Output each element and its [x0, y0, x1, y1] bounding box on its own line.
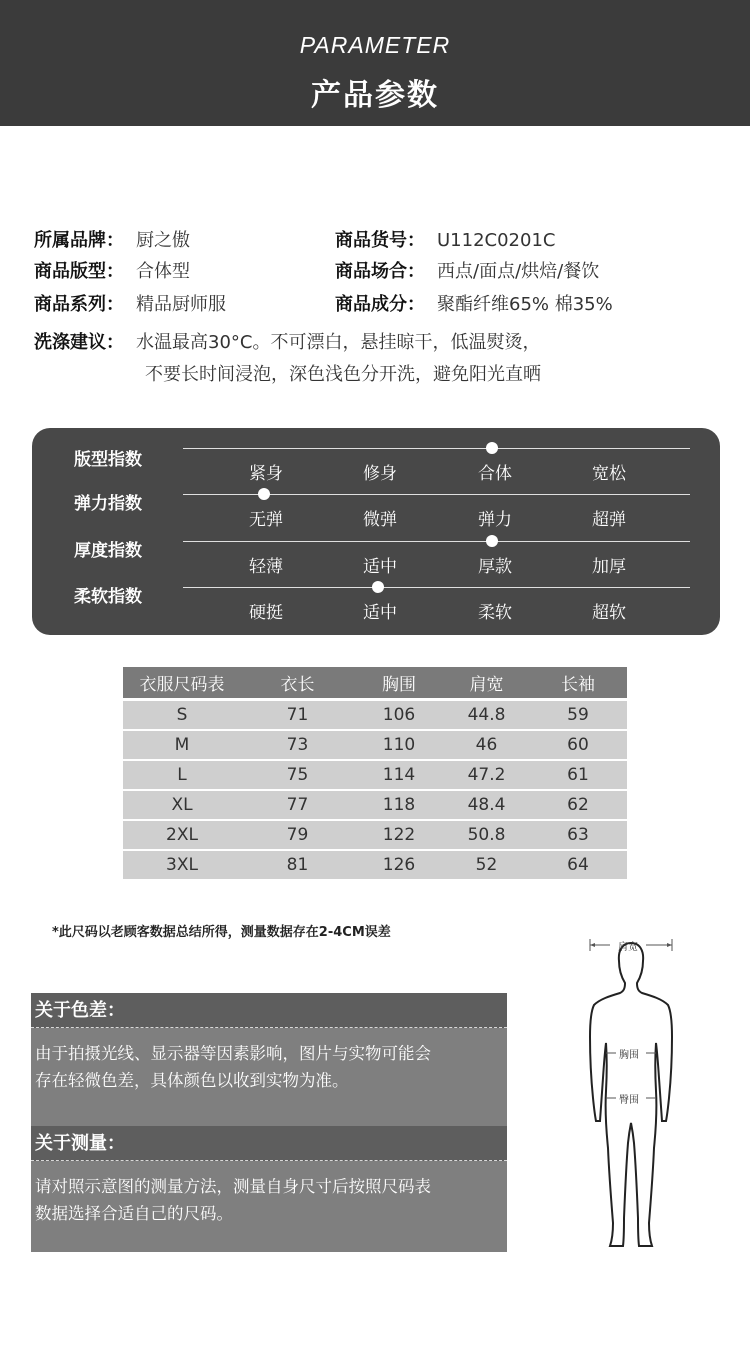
param-occasion-value: 西点/面点/烘焙/餐饮: [437, 261, 600, 282]
size-header-cell: 长袖: [561, 675, 595, 695]
index-option: 轻薄: [249, 557, 283, 577]
size-header-cell: 肩宽: [469, 675, 504, 695]
size-cell: 126: [382, 855, 416, 875]
size-cell: 3XL: [166, 855, 198, 875]
param-fit: [34, 257, 190, 283]
size-table: [123, 667, 627, 881]
param-wash-line1: 水温最高30°C。不可漂白，悬挂晾干，低温熨烫，: [136, 332, 541, 353]
measure-line1: 请对照示意图的测量方法，测量自身尺寸后按照尺码表: [35, 1177, 431, 1196]
index-title-elastic: 弹力指数: [74, 494, 142, 514]
size-cell: 47.2: [467, 765, 506, 785]
size-cell: 122: [382, 825, 416, 845]
size-cell: XL: [171, 795, 193, 815]
param-brand-value: 厨之傲: [136, 230, 190, 251]
index-panel: [32, 428, 720, 635]
measure-body: [31, 1161, 507, 1227]
color-diff-line2: 存在轻微色差，具体颜色以收到实物为准。: [35, 1071, 349, 1090]
measure-title: 关于测量：: [31, 1126, 507, 1161]
param-occasion: [335, 257, 599, 283]
table-row: [123, 791, 627, 819]
index-option: 无弹: [249, 510, 283, 530]
index-option: 合体: [478, 464, 512, 484]
size-header-cell: 衣服尺码表: [139, 675, 225, 695]
param-material-value: 聚酯纤维65% 棉35%: [437, 294, 613, 315]
size-cell: 73: [286, 735, 309, 755]
size-cell: 62: [567, 795, 589, 815]
param-material: [335, 290, 613, 316]
size-cell: 77: [286, 795, 309, 815]
size-cell: 46: [475, 735, 498, 755]
param-item-no-value: U112C0201C: [437, 230, 556, 251]
table-row: [123, 821, 627, 849]
size-cell: 2XL: [166, 825, 198, 845]
size-cell: 114: [382, 765, 416, 785]
size-cell: 106: [382, 705, 416, 725]
size-cell: 63: [567, 825, 589, 845]
size-cell: L: [177, 765, 187, 785]
size-cell: 50.8: [467, 825, 506, 845]
index-marker-softness: [372, 581, 384, 593]
param-item-no-label: 商品货号：: [335, 230, 425, 251]
size-cell: 60: [567, 735, 589, 755]
param-wash-line2: 不要长时间浸泡，深色浅色分开洗，避免阳光直晒: [145, 364, 541, 385]
index-option: 硬挺: [249, 603, 283, 623]
param-wash: [34, 328, 540, 354]
index-marker-elastic: [258, 488, 270, 500]
index-option: 厚款: [478, 557, 512, 577]
size-cell: 48.4: [467, 795, 506, 815]
size-cell: S: [176, 705, 188, 725]
header-title-cn: 产品参数: [311, 78, 439, 113]
size-cell: 79: [286, 825, 309, 845]
index-option: 超软: [592, 603, 626, 623]
table-row: [123, 761, 627, 789]
index-option: 微弹: [363, 510, 397, 530]
param-brand-label: 所属品牌：: [34, 230, 124, 251]
param-fit-value: 合体型: [136, 261, 190, 282]
color-diff-body: [31, 1028, 507, 1094]
index-option: 宽松: [592, 464, 626, 484]
param-item-no: [335, 226, 555, 252]
param-fit-label: 商品版型：: [34, 261, 124, 282]
measure-line2: 数据选择合适自己的尺码。: [35, 1204, 233, 1223]
index-option: 柔软: [478, 603, 512, 623]
size-header-cell: 胸围: [382, 675, 416, 695]
size-cell: 75: [286, 765, 309, 785]
size-cell: 59: [567, 705, 589, 725]
header-banner: [0, 0, 750, 126]
index-marker-fit: [486, 442, 498, 454]
param-wash-label: 洗涤建议：: [34, 332, 124, 353]
index-option: 弹力: [478, 510, 512, 530]
param-series-label: 商品系列：: [34, 294, 124, 315]
color-diff-box: [31, 993, 507, 1126]
table-row: [123, 701, 627, 729]
size-cell: 61: [567, 765, 589, 785]
index-title-fit: 版型指数: [74, 450, 142, 470]
chest-label: 胸围: [619, 1050, 639, 1061]
hip-label: 臀围: [619, 1095, 639, 1106]
index-line-thickness: [183, 541, 690, 542]
index-marker-thickness: [486, 535, 498, 547]
index-option: 超弹: [592, 510, 626, 530]
size-header-cell: 衣长: [280, 675, 315, 695]
param-material-label: 商品成分：: [335, 294, 425, 315]
size-cell: 71: [286, 705, 309, 725]
body-figure: [582, 933, 692, 1255]
size-table-header: [123, 667, 627, 698]
param-series-value: 精品厨师服: [136, 294, 226, 315]
index-line-fit: [183, 448, 690, 449]
param-brand: [34, 226, 190, 252]
index-option: 加厚: [592, 557, 626, 577]
size-cell: 52: [475, 855, 498, 875]
index-title-softness: 柔软指数: [74, 587, 142, 607]
color-diff-title: 关于色差：: [31, 993, 507, 1028]
size-cell: 44.8: [467, 705, 506, 725]
index-line-softness: [183, 587, 690, 588]
size-cell: M: [174, 735, 190, 755]
param-series: [34, 290, 226, 316]
index-option: 适中: [363, 603, 397, 623]
header-title-en: PARAMETER: [299, 32, 451, 58]
size-cell: 118: [382, 795, 416, 815]
size-note: *此尺码以老顾客数据总结所得，测量数据存在2-4CM误差: [52, 925, 391, 940]
size-cell: 64: [567, 855, 589, 875]
param-occasion-label: 商品场合：: [335, 261, 425, 282]
measure-box: [31, 1126, 507, 1252]
index-option: 修身: [363, 464, 397, 484]
index-option: 紧身: [249, 464, 283, 484]
table-row: [123, 731, 627, 759]
color-diff-line1: 由于拍摄光线、显示器等因素影响，图片与实物可能会: [35, 1044, 431, 1063]
shoulder-label: 肩宽: [618, 942, 638, 953]
table-row: [123, 851, 627, 879]
index-option: 适中: [363, 557, 397, 577]
index-title-thickness: 厚度指数: [74, 541, 142, 561]
size-cell: 110: [382, 735, 416, 755]
size-cell: 81: [286, 855, 309, 875]
